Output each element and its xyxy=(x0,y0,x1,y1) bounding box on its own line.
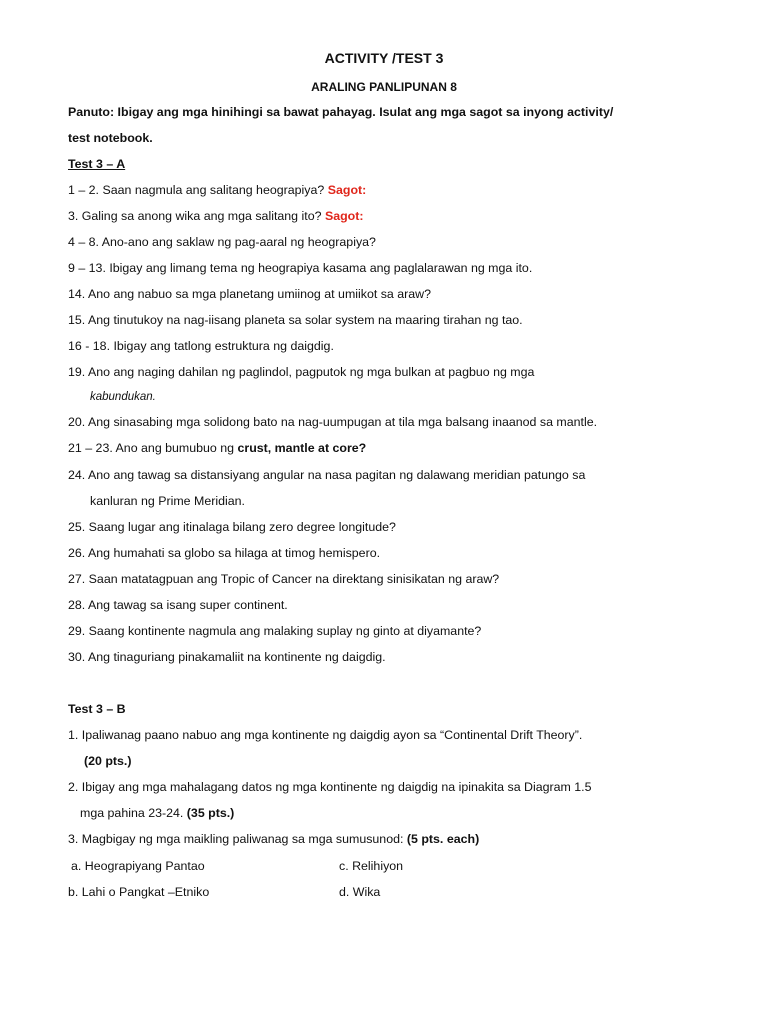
question-20: 20. Ang sinasabing mga solidong bato na nag-uumpugan at tila mga balsang inaanod sa mantle. xyxy=(68,415,598,429)
question-19-continuation: kabundukan. xyxy=(90,391,156,403)
answer-label: Sagot: xyxy=(324,209,364,223)
test-b-question-1: 1. Ipaliwanag paano nabuo ang mga kontinente ng daigdig ayon sa “Continental Drift Theory”. xyxy=(68,728,583,742)
option-c: c. Relihiyon xyxy=(339,859,404,873)
question-text: mga pahina 23-24. xyxy=(80,806,184,820)
question-30: 30. Ang tinaguriang pinakamaliit na kontinente ng daigdig. xyxy=(68,650,386,664)
page-subtitle: ARALING PANLIPUNAN 8 xyxy=(311,80,457,94)
instructions-line-1: Panuto: Ibigay ang mga hinihingi sa bawat pahayag. Isulat ang mga sagot sa inyong activity/ xyxy=(68,105,614,119)
question-25: 25. Saang lugar ang itinalaga bilang zero degree longitude? xyxy=(68,520,396,534)
question-24-continuation: kanluran ng Prime Meridian. xyxy=(90,494,245,508)
question-text: 3. Magbigay ng mga maikling paliwanag sa mga sumusunod: xyxy=(68,832,404,846)
question-21 xyxy=(68,440,366,456)
question-15: 15. Ang tinutukoy na nag-iisang planeta sa solar system na maaring tirahan ng tao. xyxy=(68,313,523,327)
question-24: 24. Ano ang tawag sa distansiyang angular na nasa pagitan ng dalawang meridian patungo sa xyxy=(68,468,586,482)
question-29: 29. Saang kontinente nagmula ang malaking suplay ng ginto at diyamante? xyxy=(68,624,482,638)
instructions-line-2: test notebook. xyxy=(68,131,153,145)
option-b: b. Lahi o Pangkat –Etniko xyxy=(68,885,210,899)
test-b-question-2: 2. Ibigay ang mga mahalagang datos ng mga kontinente ng daigdig na ipinakita sa Diagram 1.5 xyxy=(68,780,592,794)
question-text: 1 – 2. Saan nagmula ang salitang heograpiya? xyxy=(68,183,325,197)
points-label: (35 pts.) xyxy=(186,806,235,820)
question-14: 14. Ano ang nabuo sa mga planetang umiinog at umiikot sa araw? xyxy=(68,287,432,301)
question-4: 4 – 8. Ano-ano ang saklaw ng pag-aaral ng heograpiya? xyxy=(68,235,376,249)
question-text: 21 – 23. Ano ang bumubuo ng xyxy=(68,441,238,455)
question-3 xyxy=(68,208,363,224)
test-b-question-1-points: (20 pts.) xyxy=(84,754,132,768)
test-a-heading: Test 3 – A xyxy=(68,157,126,171)
test-b-question-3 xyxy=(68,831,479,847)
answer-label: Sagot: xyxy=(327,183,367,197)
question-text: 3. Galing sa anong wika ang mga salitang ito? xyxy=(68,209,322,223)
question-19: 19. Ano ang naging dahilan ng paglindol, pagputok ng mga bulkan at pagbuo ng mga xyxy=(68,365,535,379)
page-title: ACTIVITY /TEST 3 xyxy=(324,50,444,66)
test-b-question-2-continuation xyxy=(80,805,234,821)
question-1 xyxy=(68,182,366,198)
points-label: (5 pts. each) xyxy=(406,832,480,846)
question-16: 16 - 18. Ibigay ang tatlong estruktura ng daigdig. xyxy=(68,339,334,353)
test-b-heading: Test 3 – B xyxy=(68,702,126,716)
question-27: 27. Saan matatagpuan ang Tropic of Cancer na direktang sinisikatan ng araw? xyxy=(68,572,500,586)
question-emphasis: crust, mantle at core? xyxy=(237,441,367,455)
question-9: 9 – 13. Ibigay ang limang tema ng heograpiya kasama ang paglalarawan ng mga ito. xyxy=(68,261,533,275)
option-d: d. Wika xyxy=(339,885,381,899)
question-26: 26. Ang humahati sa globo sa hilaga at timog hemispero. xyxy=(68,546,381,560)
option-a: a. Heograpiyang Pantao xyxy=(71,859,205,873)
question-28: 28. Ang tawag sa isang super continent. xyxy=(68,598,288,612)
